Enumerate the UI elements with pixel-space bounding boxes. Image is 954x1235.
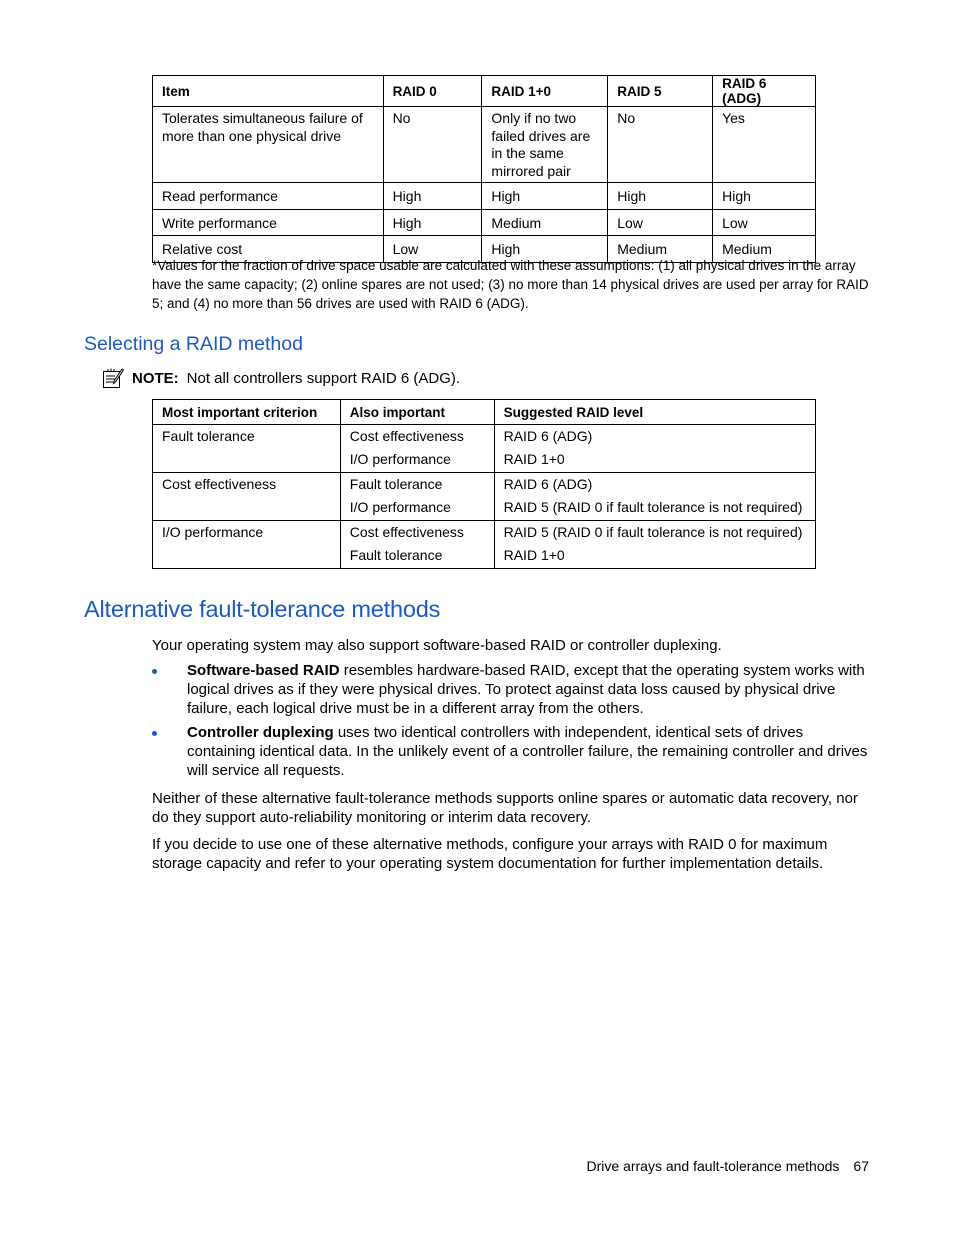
table-footnote: *Values for the fraction of drive space usable are calculated with these assumptions: (1) all physical drives in the array have the same capacity; (2) online spares are not used; (3) no more than 14 physical drives are used per array for RAID 5; and (4) no more than 56 drives are used with RAID 6 (ADG). (152, 258, 869, 311)
column-header: Most important criterion (153, 400, 341, 425)
table-cell: High (482, 183, 608, 210)
table-row (153, 473, 816, 521)
suggested-item: RAID 6 (ADG) (503, 428, 593, 444)
column-header: Item (153, 76, 384, 107)
table-cell: Write performance (153, 209, 384, 236)
table-cell (340, 473, 494, 521)
table-cell: Low (608, 209, 713, 236)
table-cell: Tolerates simultaneous failure of more than one physical drive (153, 107, 384, 183)
table-cell: Low (383, 236, 482, 263)
section-heading-selecting: Selecting a RAID method (84, 333, 303, 355)
table-cell: No (383, 107, 482, 183)
column-header: RAID 5 (608, 76, 713, 107)
also-item: Cost effectiveness (349, 524, 464, 540)
criterion-text: I/O performance (162, 524, 264, 540)
table-cell (340, 425, 494, 473)
table-cell: High (608, 183, 713, 210)
list-item (152, 723, 874, 780)
table-cell: Low (713, 209, 816, 236)
bullet-term: Controller duplexing (187, 724, 334, 741)
column-header: RAID 0 (383, 76, 482, 107)
column-header: Also important (340, 400, 494, 425)
table-cell: High (713, 183, 816, 210)
criterion-text: Cost effectiveness (162, 476, 277, 492)
table-cell: Medium (713, 236, 816, 263)
table-cell (153, 473, 341, 521)
table-cell: Relative cost (153, 236, 384, 263)
criterion-text: Fault tolerance (162, 428, 255, 444)
table-row (153, 209, 816, 236)
suggested-item: RAID 5 (RAID 0 if fault tolerance is not required) (503, 499, 803, 515)
table-cell (153, 425, 341, 473)
table-cell: Read performance (153, 183, 384, 210)
table-row (153, 521, 816, 569)
raid-comparison-table (152, 75, 816, 263)
column-header: RAID 6 (ADG) (713, 76, 816, 107)
table-header-row (153, 76, 816, 107)
table-cell (494, 473, 815, 521)
table-cell (494, 521, 815, 569)
bullet-term: Software-based RAID (187, 662, 340, 679)
suggested-item: RAID 1+0 (503, 547, 565, 563)
table-cell: Yes (713, 107, 816, 183)
table-row (153, 107, 816, 183)
note-callout (102, 367, 460, 389)
footer-title: Drive arrays and fault-tolerance methods (586, 1158, 840, 1174)
suggested-item: RAID 1+0 (503, 451, 565, 467)
page-footer (587, 1158, 869, 1174)
table-cell: High (482, 236, 608, 263)
bullet-text: uses two identical controllers with independent, identical sets of drives containing identical data. In the unlikely event of a controller failure, the remaining controller and drives will service all requests. (187, 724, 868, 779)
bullet-text: resembles hardware-based RAID, except that the operating system works with logical drives as if they were physical drives. To protect against data loss caused by physical drive failure, each logical drive must be in a different array from the others. (187, 662, 865, 717)
section-heading-alternative: Alternative fault-tolerance methods (84, 596, 441, 622)
also-item: I/O performance (349, 499, 451, 515)
also-item: Fault tolerance (349, 547, 443, 563)
table-cell: Only if no two failed drives are in the same mirrored pair (482, 107, 608, 183)
note-label: NOTE: (132, 369, 179, 387)
body-paragraph: If you decide to use one of these alternative methods, configure your arrays with RAID 0 for maximum storage capacity and refer to your operating system documentation for further implementation details. (152, 836, 828, 872)
intro-paragraph: Your operating system may also support software-based RAID or controller duplexing. (152, 637, 722, 654)
table-cell (340, 521, 494, 569)
raid-selection-table (152, 399, 816, 569)
table-cell: Medium (608, 236, 713, 263)
note-icon (102, 367, 124, 389)
table-cell: High (383, 183, 482, 210)
suggested-item: RAID 6 (ADG) (503, 476, 593, 492)
bullet-icon (152, 731, 157, 736)
table-cell: Medium (482, 209, 608, 236)
table-header-row (153, 400, 816, 425)
page-number: 67 (853, 1158, 869, 1174)
column-header: Suggested RAID level (494, 400, 815, 425)
table-cell: High (383, 209, 482, 236)
also-item: Cost effectiveness (349, 428, 464, 444)
table-row (153, 425, 816, 473)
also-item: Fault tolerance (349, 476, 443, 492)
table-cell (153, 521, 341, 569)
suggested-item: RAID 5 (RAID 0 if fault tolerance is not required) (503, 524, 803, 540)
note-text: Not all controllers support RAID 6 (ADG). (186, 369, 461, 387)
table-cell (494, 425, 815, 473)
list-item (152, 661, 874, 718)
bullet-icon (152, 669, 157, 674)
table-cell: No (608, 107, 713, 183)
column-header: RAID 1+0 (482, 76, 608, 107)
table-row (153, 183, 816, 210)
body-paragraph: Neither of these alternative fault-tolerance methods supports online spares or automatic data recovery, nor do they support auto-reliability monitoring or interim data recovery. (152, 790, 858, 826)
also-item: I/O performance (349, 451, 451, 467)
